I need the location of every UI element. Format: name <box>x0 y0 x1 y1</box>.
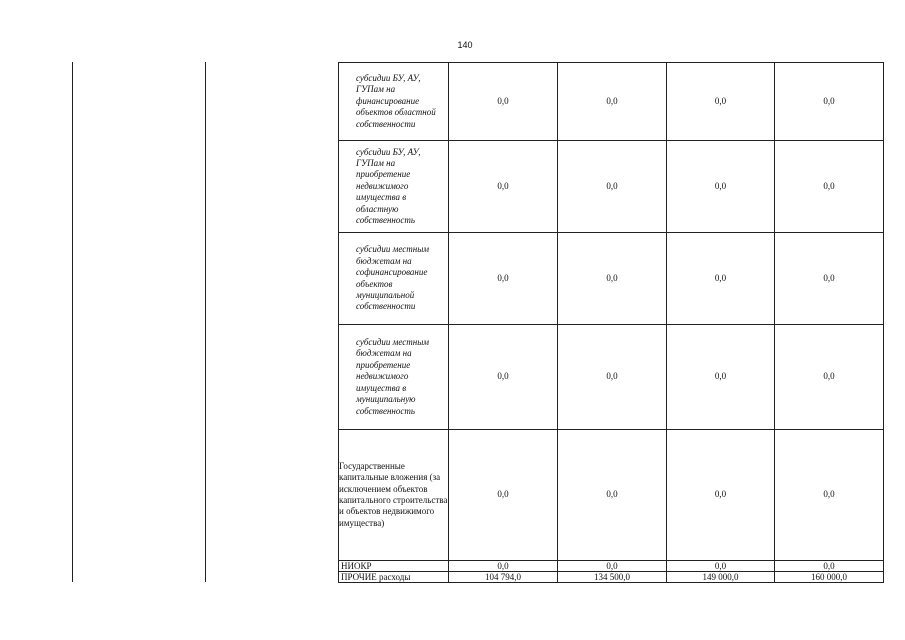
table-row <box>339 233 884 325</box>
table-row <box>339 561 884 572</box>
table-row <box>339 325 884 430</box>
value-cell: 104 794,0 <box>449 572 558 583</box>
second-column-border <box>205 62 206 582</box>
budget-table <box>338 62 884 583</box>
value-cell: 0,0 <box>667 63 775 141</box>
value-cell: 0,0 <box>449 430 558 561</box>
value-cell: 0,0 <box>775 325 884 430</box>
table-row <box>339 430 884 561</box>
value-cell: 0,0 <box>558 561 667 572</box>
value-cell: 0,0 <box>775 141 884 233</box>
row-label: НИОКР <box>339 561 449 572</box>
value-cell: 160 000,0 <box>775 572 884 583</box>
value-cell: 0,0 <box>775 561 884 572</box>
value-cell: 0,0 <box>775 63 884 141</box>
left-table-border <box>72 62 73 582</box>
row-label: ПРОЧИЕ расходы <box>339 572 449 583</box>
value-cell: 0,0 <box>558 63 667 141</box>
value-cell: 0,0 <box>667 430 775 561</box>
value-cell: 0,0 <box>667 325 775 430</box>
page-number: 140 <box>457 40 473 50</box>
table-row <box>339 63 884 141</box>
value-cell: 0,0 <box>558 141 667 233</box>
value-cell: 0,0 <box>558 325 667 430</box>
row-label: Государственные капитальные вложения (за исключением объектов капитального строительства и объектов недвижимого имущества) <box>339 430 449 561</box>
value-cell: 0,0 <box>775 233 884 325</box>
row-label: субсидии местным бюджетам на приобретение недвижимого имущества в муниципальную собственность <box>339 325 449 430</box>
value-cell: 0,0 <box>449 141 558 233</box>
value-cell: 0,0 <box>667 233 775 325</box>
value-cell: 149 000,0 <box>667 572 775 583</box>
row-label: субсидии БУ, АУ, ГУПам на финансирование объектов областной собственности <box>339 63 449 141</box>
row-label: субсидии местным бюджетам на софинансирование объектов муниципальной собственности <box>339 233 449 325</box>
value-cell: 0,0 <box>667 561 775 572</box>
table-row <box>339 572 884 583</box>
value-cell: 0,0 <box>449 63 558 141</box>
row-label: субсидии БУ, АУ, ГУПам на приобретение недвижимого имущества в областную собственность <box>339 141 449 233</box>
value-cell: 0,0 <box>449 325 558 430</box>
value-cell: 0,0 <box>775 430 884 561</box>
value-cell: 0,0 <box>449 561 558 572</box>
value-cell: 0,0 <box>558 430 667 561</box>
value-cell: 0,0 <box>449 233 558 325</box>
value-cell: 0,0 <box>558 233 667 325</box>
value-cell: 134 500,0 <box>558 572 667 583</box>
value-cell: 0,0 <box>667 141 775 233</box>
table-row <box>339 141 884 233</box>
